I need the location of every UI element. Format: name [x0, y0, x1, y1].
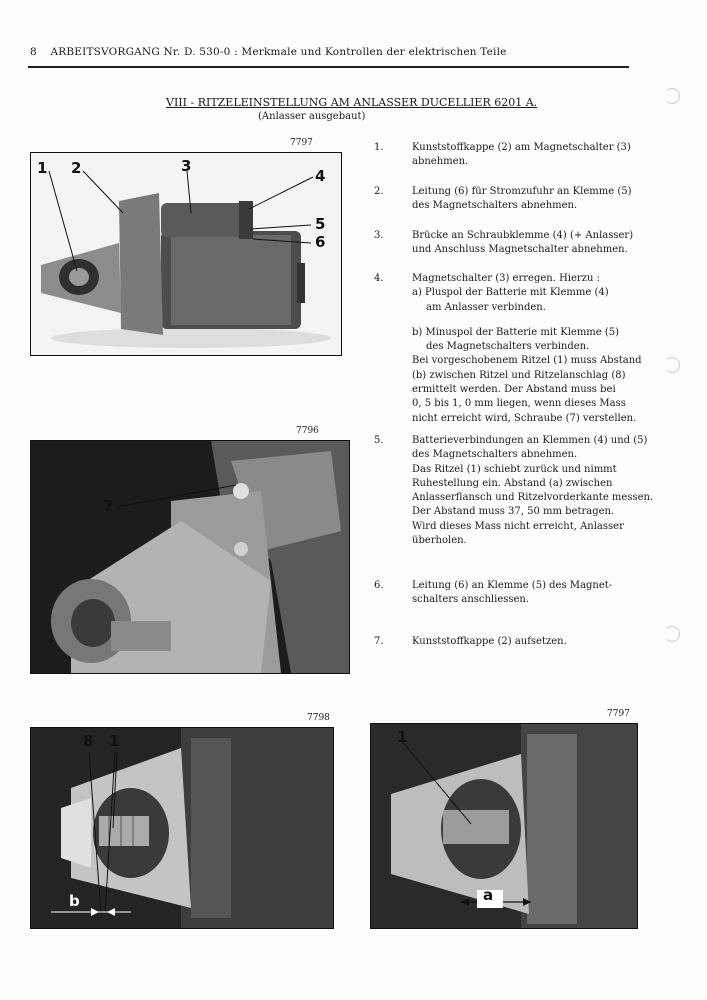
binder-hole — [664, 626, 680, 642]
figure-3-label-8: 8 — [83, 732, 94, 750]
step-line: Leitung (6) für Stromzufuhr an Klemme (5) — [412, 186, 632, 197]
step-line: Kunststoffkappe (2) aufsetzen. — [412, 636, 567, 647]
step-line: a) Pluspol der Batterie mit Klemme (4) — [412, 287, 609, 299]
figure-4-label-a: a — [483, 886, 494, 904]
step-line: schalters anschliessen. — [412, 594, 530, 606]
step-line: am Anlasser verbinden. — [426, 301, 546, 313]
figure-2-number: 7796 — [296, 426, 319, 436]
figure-4-distance-a-photo — [370, 723, 638, 929]
step-line: 0, 5 bis 1, 0 mm liegen, wenn dieses Mass — [412, 398, 626, 410]
step-line: Kunststoffkappe (2) am Magnetschalter (3) — [412, 142, 631, 153]
figure-2-drawing — [31, 441, 349, 673]
step-line: des Magnetschalters abnehmen. — [412, 449, 578, 461]
figure-1-starter-photo — [30, 152, 342, 356]
step-line: abnehmen. — [412, 156, 469, 168]
step-line: Bei vorgeschobenem Ritzel (1) muss Abstand — [412, 355, 642, 367]
figure-4-number: 7797 — [607, 709, 630, 719]
figure-2-label-7: 7 — [103, 497, 114, 515]
step-line: (b) zwischen Ritzel und Ritzelanschlag (8) — [412, 369, 626, 381]
header-rule — [28, 66, 629, 68]
step-line: Magnetschalter (3) erregen. Hierzu : — [412, 273, 600, 284]
figure-3-number: 7798 — [307, 713, 330, 723]
step-line: nicht erreicht wird, Schraube (7) verstellen. — [412, 412, 637, 424]
step-line: Wird dieses Mass nicht erreicht, Anlasser — [412, 520, 624, 532]
section-subtitle: (Anlasser ausgebaut) — [258, 111, 366, 122]
binder-hole — [664, 357, 680, 373]
step-number: 6. — [374, 580, 384, 591]
step-line: b) Minuspol der Batterie mit Klemme (5) — [412, 326, 620, 338]
figure-1-label-6: 6 — [315, 233, 326, 251]
figure-1-label-2: 2 — [71, 159, 82, 177]
step-line: ermittelt werden. Der Abstand muss bei — [412, 384, 616, 396]
figure-3-label-b: b — [69, 892, 80, 910]
step-line: des Magnetschalters verbinden. — [426, 341, 590, 353]
step-line: Ruhestellung ein. Abstand (a) zwischen — [412, 477, 613, 489]
step-line: Batterieverbindungen an Klemmen (4) und (5) — [412, 435, 648, 446]
step-number: 4. — [374, 273, 384, 284]
step-number: 7. — [374, 636, 384, 647]
binder-hole — [664, 88, 680, 104]
step-line: und Anschluss Magnetschalter abnehmen. — [412, 244, 628, 256]
step-line: Brücke an Schraubklemme (4) (+ Anlasser) — [412, 230, 634, 241]
figure-1-drawing — [31, 153, 341, 355]
figure-1-label-3: 3 — [181, 157, 192, 175]
step-line: überholen. — [412, 535, 467, 547]
figure-1-number: 7797 — [290, 138, 313, 148]
figure-3-label-1: 1 — [109, 732, 120, 750]
figure-4-drawing — [371, 724, 637, 928]
step-line: des Magnetschalters abnehmen. — [412, 200, 578, 212]
step-number: 2. — [374, 186, 384, 197]
section-title: VIII - RITZELEINSTELLUNG AM ANLASSER DUCELLIER 6201 A. — [166, 96, 538, 109]
figure-2-adjusting-screw-photo — [30, 440, 350, 674]
figure-1-label-4: 4 — [315, 167, 326, 185]
step-number: 5. — [374, 435, 384, 446]
page-header — [30, 46, 507, 58]
figure-3-pinion-gap-b-photo — [30, 727, 334, 929]
step-line: Das Ritzel (1) schiebt zurück und nimmt — [412, 463, 617, 475]
step-line: Leitung (6) an Klemme (5) des Magnet- — [412, 580, 613, 591]
figure-4-label-1: 1 — [397, 728, 408, 746]
step-number: 1. — [374, 142, 384, 153]
page-number: 8 — [30, 46, 37, 58]
header-text: ARBEITSVORGANG Nr. D. 530-0 : Merkmale und Kontrollen der elektrischen Teile — [50, 46, 507, 58]
figure-1-label-5: 5 — [315, 215, 326, 233]
step-line: Anlasserflansch und Ritzelvorderkante messen. — [412, 492, 654, 504]
step-line: Der Abstand muss 37, 50 mm betragen. — [412, 506, 615, 518]
figure-1-label-1: 1 — [37, 159, 48, 177]
step-number: 3. — [374, 230, 384, 241]
